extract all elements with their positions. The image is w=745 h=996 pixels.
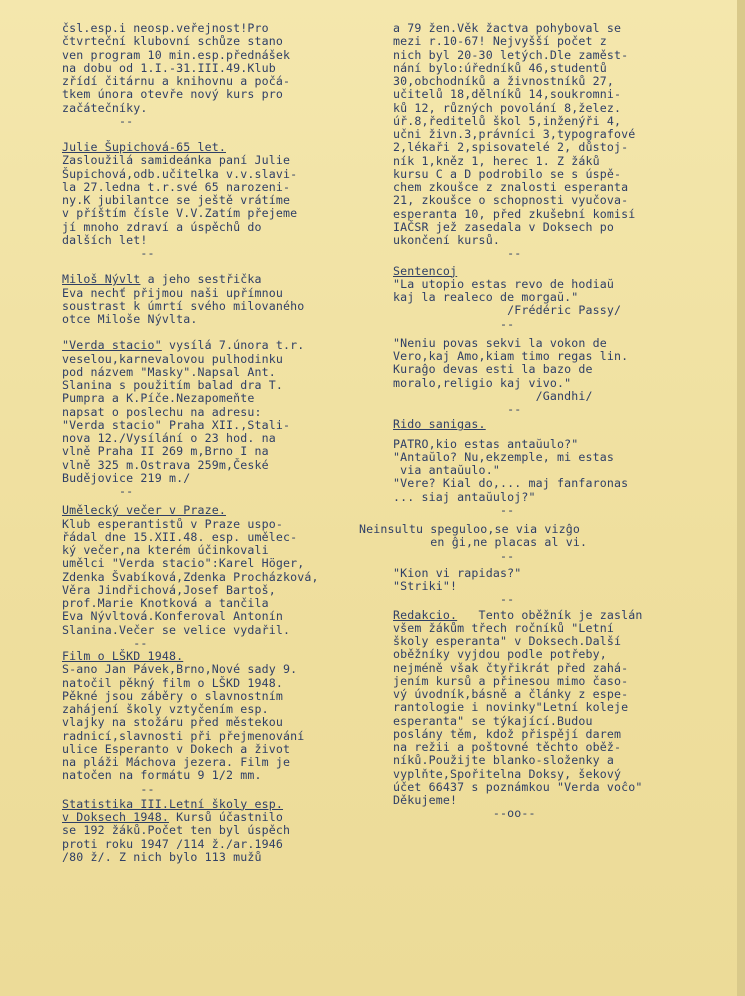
divider: -- (62, 484, 134, 498)
section-heading: Umělecký večer v Praze. (62, 503, 226, 518)
section-body: se 192 žáků.Počet ten byl úspěch proti roku 1947 /114 ž./ar.1946 /80 ž/. Z nich bylo 113 mužů (62, 823, 291, 864)
section-umelecky-vecer (62, 504, 400, 637)
section-heading: Sentencoj (393, 263, 458, 278)
section-heading-rest: Kursů účastnilo (168, 810, 284, 824)
quote-passy: "La utopio estas revo de hodiaŭ kaj la realeco de morgaŭ." /Frédéric Passy/ (393, 276, 622, 318)
page-edge-shadow (737, 0, 745, 996)
divider: -- (393, 316, 515, 331)
section-julie-supichova (62, 141, 400, 247)
divider: -- (393, 592, 515, 607)
section-film-lskd (62, 650, 400, 783)
divider: -- (62, 246, 155, 260)
divider: -- (393, 402, 522, 416)
divider: -- (62, 113, 134, 128)
section-statistika (62, 798, 400, 864)
section-heading: Film o LŠKD 1948. (62, 649, 184, 663)
section-rido-sanigas (359, 417, 711, 593)
section-body: Zasloužilá samideánka paní Julie Šupichová,odb.učitelka v.v.slavi- la 27.ledna t.r.své 65 narozeni- ny.K jubilantce se ještě vrátíme v příštím čísle V.V.Zatím přejeme jí mnoho zdraví a úspěchů do dalších let! (62, 153, 298, 247)
end-mark: --oo-- (393, 806, 536, 821)
section-redakcio (393, 609, 711, 808)
section-sentencoj (393, 265, 711, 404)
joke-striki: "Kion vi rapidas?" "Striki"! (393, 565, 522, 593)
section-body: veselou,karnevalovou pulhodinku pod názvem "Masky".Napsal Ant. Slanina s použitím balad dra T. Pumpra a K.Píče.Nezapomeňte napsat o poslechu na adresu: "Verda stacio" Praha XII.,Stali- nova 12./Vysílání o 23 hod. na vlně Praha II 269 m,Brno I na vlně 325 m.Ostrava 259m,České Budějovice 219 m./ (62, 351, 291, 485)
left-column (62, 22, 400, 864)
section-heading: Statistika III.Letní školy esp. v Doksech 1948. (62, 796, 284, 824)
right-column (359, 21, 711, 821)
section-body: Klub esperantistů v Praze uspo- řádal dne 15.XII.48. esp. umělec- ký večer,na kterém účinkovali umělci "Verda stacio":Karel Höger, Zdenka Švabíková,Zdenka Procházková, Věra Jindřichová,Josef Bartoš, prof.Marie Knotková a tančila Eva Nývltová.Konferoval Antonín Slanina.Večer se velice vydařil. (62, 516, 319, 637)
section-milos-nyvlt (62, 273, 400, 326)
divider: -- (393, 548, 515, 563)
section-body: S-ano Jan Pávek,Brno,Nové sady 9. natočil pěkný film o LŠKD 1948. Pěkné jsou záběry o slavnostním zahájení školy vztyčením esp. vlajky na stožáru před městekou radnicí,slavnosti při přejmenování ulice Esperanto v Dokech a život na pláži Máchova jezera. Film je natočen na formátu 9 1/2 mm. (62, 662, 305, 783)
section-body: všem žákům třech ročníků "Letní školy esperanta" v Doksech.Další oběžníky vyjdou podle potřeby, nejméně však čtyřikrát před zahá- jením kursů a přinesou mimo časo- vý úvodník,básně a články z espe- rantologie i novinky"Letní koleje esperanta" se týkající.Budou poslány těm, kdož přispějí darem na režii a poštovné těchto oběž- níků.Použijte blanko-složenky a vyplňte,Spořitelna Doksy, šekový účet 66437 s poznámkou "Verda voĉo" Děkujeme! (393, 620, 643, 807)
quote-gandhi: "Neniu povas sekvi la vokon de Vero,kaj Amo,kiam timo regas lin. Kuraĝo devas esti la bazo de moralo,religio kaj vivo." /Gandhi/ (393, 335, 629, 403)
section-body: Eva nechť přijmou naši upřímnou soustrast k úmrtí svého milovaného otce Miloše Nývlta. (62, 285, 305, 326)
section-heading-rest: a jeho sestřička (140, 272, 262, 287)
divider: -- (393, 502, 515, 517)
divider: -- (393, 246, 522, 261)
section-heading: Redakcio. (393, 607, 458, 622)
section-heading: Rido sanigas. (393, 417, 486, 432)
joke-anta-ulo: PATRO,kio estas antaŭulo?" "Antaŭlo? Nu,ekzemple, mi estas via antaŭulo." "Vere? Kial do,... maj fanfaronas ... siaj antaŭuloj?" (393, 436, 629, 504)
section-heading: "Verda stacio" (62, 338, 162, 353)
divider: -- (62, 635, 148, 650)
section-heading-rest: Tento oběžník je zaslán (457, 607, 643, 622)
section-verda-stacio (62, 339, 400, 485)
divider: -- (62, 781, 155, 796)
section-heading: Julie Šupichová-65 let. (62, 140, 226, 154)
statistics-continuation: a 79 žen.Věk žactva pohyboval se mezi r.10-67! Nejvyšší počet z nich byl 20-30 letých.Dle zaměst- nání bylo:úředníků 46,studentů 30,obchodníků a živnostníků 27, učitelů 18,dělníků 14,soukromni- ků 12, různých povolání 8,želez. úř.8,ředitelů škol 5,inženýři 4, učni živn.3,právníci 3,typografové 2,lékaři 2,spisovatelé 2, důstoj- ník 1,kněz 1, herec 1. Z žáků kursu C a D podrobilo se s úspě- chem zkoušce z znalosti esperanta 21, zkoušce o schopnosti vyučova- esperanta 10, před zkušební komisí IAČSR jež zasedala v Doksech po ukončení kursů. (393, 21, 636, 247)
section-heading-rest: vysílá 7.února t.r. (161, 338, 305, 353)
intro-paragraph: čsl.esp.i neosp.veřejnost!Pro čtvrteční klubovní schůze stano ven program 10 min.esp.přednášek na dobu od 1.I.-31.III.49.Klub zřídí čitárnu a knihovnu a počá- tkem února otevře nový kurs pro začátečníky. (62, 21, 291, 115)
section-heading: Miloš Nývlt (62, 272, 141, 287)
joke-spegulo: Neinsultu speguloo,se via vizĝo en ĝi,ne placas al vi. (359, 522, 588, 550)
